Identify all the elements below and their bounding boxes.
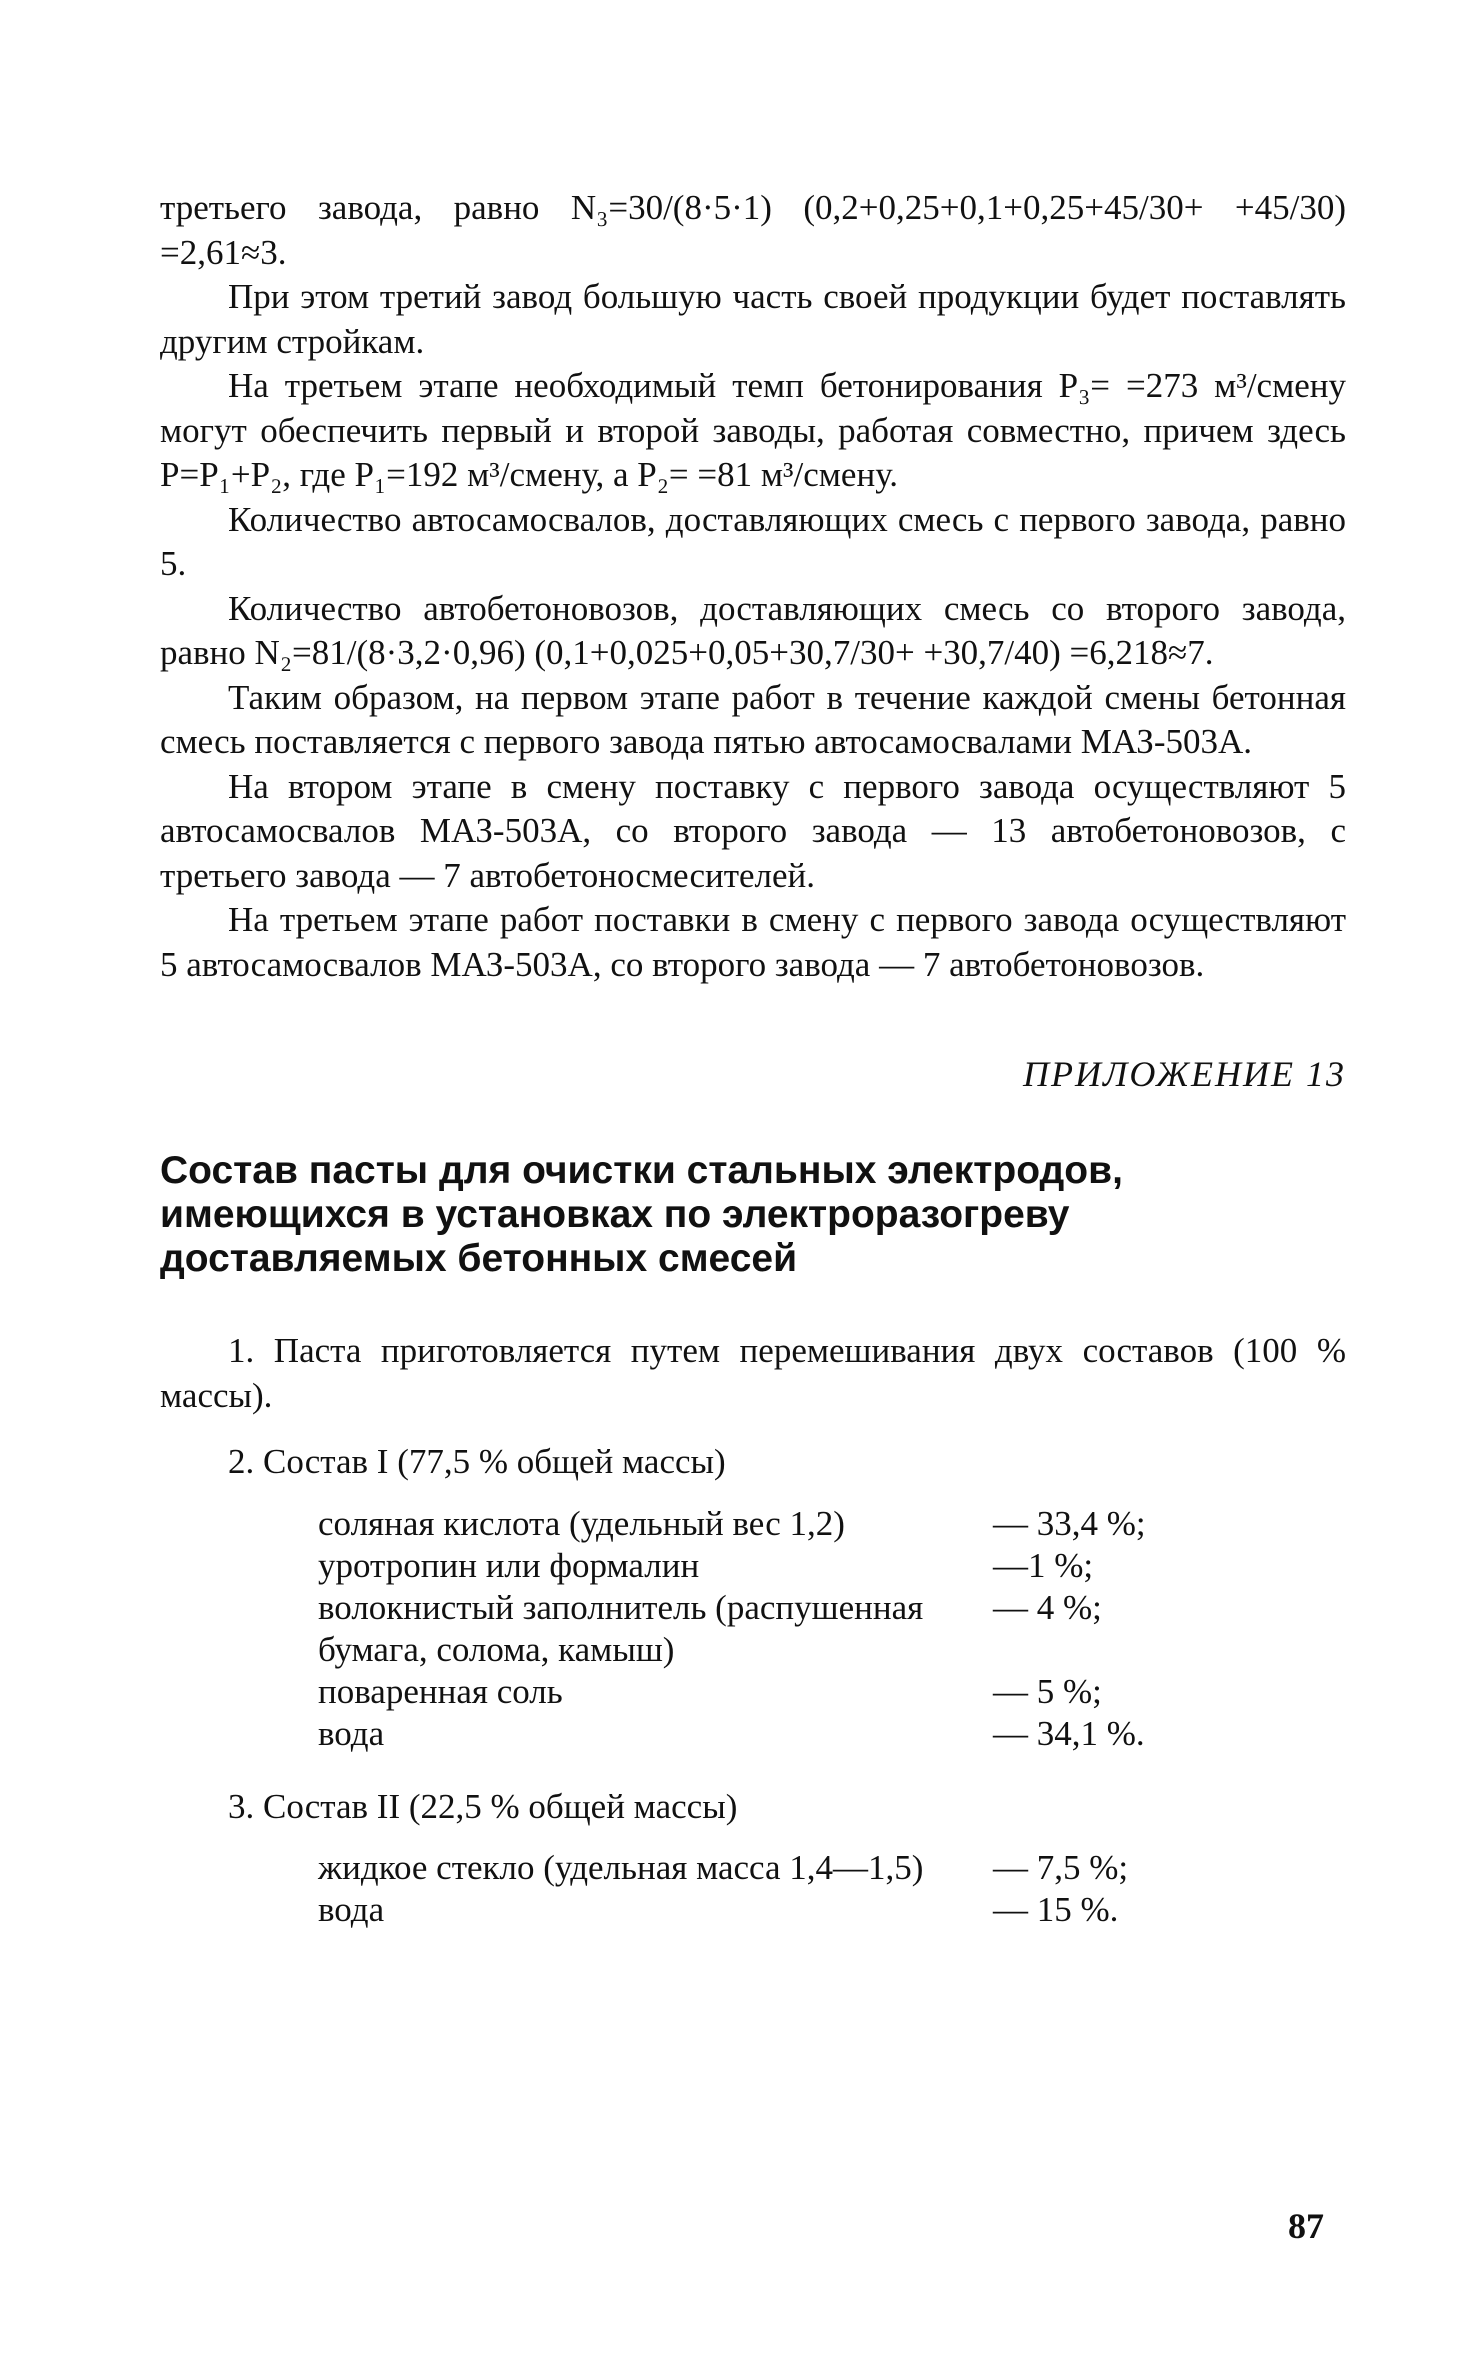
paragraph: Количество автобетоновозов, доставляющих смесь со второго завода, равно N₂=81/(8·3,2·0,96) (0,1+0,025+0,05+30,7/30+ +30,7/40) =6,218≈7.	[160, 588, 1346, 672]
composition-row	[318, 1671, 1193, 1713]
composition-1-table	[318, 1503, 1193, 1755]
appendix-label: ПРИЛОЖЕНИЕ 13	[1023, 1054, 1346, 1094]
component-share: — 5 %;	[993, 1671, 1102, 1711]
paragraph: На третьем этапе необходимый темп бетонирования P₃= =273 м³/смену могут обеспечить первый и второй заводы, работая совместно, причем здесь P=P₁+P₂, где P₁=192 м³/смену, а P₂= =81 м³/смену.	[160, 366, 1346, 494]
component-share: — 15 %.	[993, 1890, 1119, 1929]
composition-row	[318, 1889, 1193, 1931]
component-share: — 33,4 %;	[993, 1503, 1146, 1543]
component-share: — 7,5 %;	[993, 1848, 1129, 1887]
paragraph: На третьем этапе работ поставки в смену с первого завода осуществляют 5 автосамосвалов МАЗ-503А, со второго завода — 7 автобетоновозов.	[160, 900, 1346, 984]
composition-section	[160, 1329, 1346, 1931]
paragraph: На втором этапе в смену поставку с первого завода осуществляют 5 автосамосвалов МАЗ-503А, со второго завода — 13 автобетоновозов, с третьего завода — 7 автобетоносмесителей.	[160, 766, 1346, 895]
page-body	[160, 186, 1346, 1931]
composition-2-table	[318, 1847, 1193, 1931]
composition-row	[318, 1847, 1193, 1889]
component-name: вода	[318, 1713, 385, 1753]
component-share: — 34,1 %.	[993, 1713, 1145, 1753]
paragraph: При этом третий завод большую часть своей продукции будет поставлять другим стройкам.	[160, 277, 1346, 361]
composition-row	[318, 1587, 1193, 1671]
component-name: вода	[318, 1890, 385, 1929]
paragraph: Количество автосамосвалов, доставляющих смесь с первого завода, равно 5.	[160, 499, 1346, 583]
component-share: —1 %;	[993, 1545, 1094, 1585]
component-name: жидкое стекло (удельная масса 1,4—1,5)	[318, 1848, 924, 1887]
component-name: соляная кислота (удельный вес 1,2)	[318, 1503, 845, 1543]
component-name: уротропин или формалин	[318, 1545, 700, 1585]
item-1: 1. Паста приготовляется путем перемешивания двух составов (100 % массы).	[160, 1331, 1346, 1415]
paragraph: третьего завода, равно N₃=30/(8·5·1) (0,2+0,25+0,1+0,25+45/30+ +45/30) =2,61≈3.	[160, 188, 1346, 272]
item-2-heading: 2. Состав I (77,5 % общей массы)	[228, 1442, 726, 1481]
item-3-heading: 3. Состав II (22,5 % общей массы)	[228, 1786, 738, 1826]
section-title: Состав пасты для очистки стальных электродов, имеющихся в установках по электроразогреву доставляемых бетонных смесей	[160, 1149, 1123, 1280]
component-name: поваренная соль	[318, 1671, 563, 1711]
paragraph: Таким образом, на первом этапе работ в течение каждой смены бетонная смесь поставляется с первого завода пятью автосамосвалами МАЗ-503А.	[160, 677, 1346, 761]
component-name: волокнистый заполнитель (распушенная бумага, солома, камыш)	[318, 1587, 924, 1669]
component-share: — 4 %;	[993, 1587, 1102, 1627]
composition-row	[318, 1545, 1193, 1587]
composition-row	[318, 1713, 1193, 1755]
composition-row	[318, 1503, 1193, 1545]
page-number: 87	[1288, 2206, 1324, 2246]
